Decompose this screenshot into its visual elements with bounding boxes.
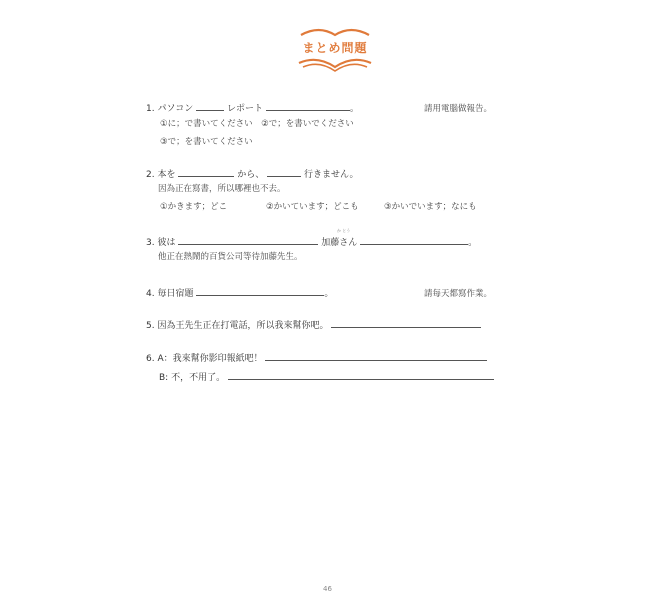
q1-options-row-2: ③で；を書いてください	[160, 137, 253, 147]
question-5	[146, 318, 481, 332]
q2-option-3: ③かいでいます；なにも	[384, 202, 477, 212]
section-title: まとめ問題	[302, 41, 368, 55]
question-3	[146, 235, 477, 249]
q1-blank-1[interactable]	[196, 101, 224, 111]
q3-blank-1[interactable]	[178, 235, 318, 245]
q3-translation: 他正在熱鬧的百貨公司等待加藤先生。	[158, 252, 303, 262]
question-2	[146, 167, 359, 181]
q1-text-c: 。	[349, 104, 359, 114]
q3-furigana: か とう	[337, 228, 351, 233]
q6-blank-a[interactable]	[265, 351, 487, 361]
question-6-line-a	[146, 351, 487, 365]
q5-text: 5. 因為王先生正在打電話，所以我來幫你吧。	[146, 321, 329, 331]
q1-blank-2[interactable]	[266, 101, 350, 111]
q2-option-1: ①かきます；どこ	[160, 202, 228, 212]
q6-text-b: B: 不，不用了。	[159, 373, 226, 383]
q6-text-a: 6. A：我來幫你影印報紙吧！	[146, 354, 263, 364]
q2-blank-1[interactable]	[178, 167, 234, 177]
section-header	[295, 25, 375, 73]
q2-text-c: 行きません。	[303, 170, 359, 180]
q1-options-row-1: ①に；で書いてください ②で；を書いでください	[160, 119, 354, 129]
q4-text-c: 。	[324, 289, 334, 299]
q3-text-c: 。	[468, 238, 478, 248]
question-4	[146, 286, 333, 300]
q3-blank-2[interactable]	[360, 235, 468, 245]
q1-hint: 請用電腦做報告。	[424, 104, 493, 114]
q2-text-a: 2. 本を	[146, 170, 176, 180]
q1-text-b: レポート	[227, 104, 264, 114]
q1-text-a: 1. パソコン	[146, 104, 194, 114]
question-1	[146, 101, 359, 115]
page-number: 46	[323, 585, 332, 593]
q2-text-b: から、	[237, 170, 265, 180]
q3-text-a: 3. 彼は	[146, 238, 176, 248]
question-6-line-b	[159, 370, 494, 384]
q2-option-2: ②かいています；どこも	[266, 202, 359, 212]
q5-blank[interactable]	[331, 318, 481, 328]
q4-hint: 請每天都寫作業。	[424, 289, 493, 299]
q4-text-a: 4. 毎日宿題	[146, 289, 194, 299]
q4-blank[interactable]	[196, 286, 324, 296]
q6-blank-b[interactable]	[228, 370, 494, 380]
q2-blank-2[interactable]	[267, 167, 301, 177]
q2-translation: 因為正在寫書，所以哪裡也不去。	[158, 184, 286, 194]
q3-text-b: 加藤さん	[321, 238, 358, 248]
